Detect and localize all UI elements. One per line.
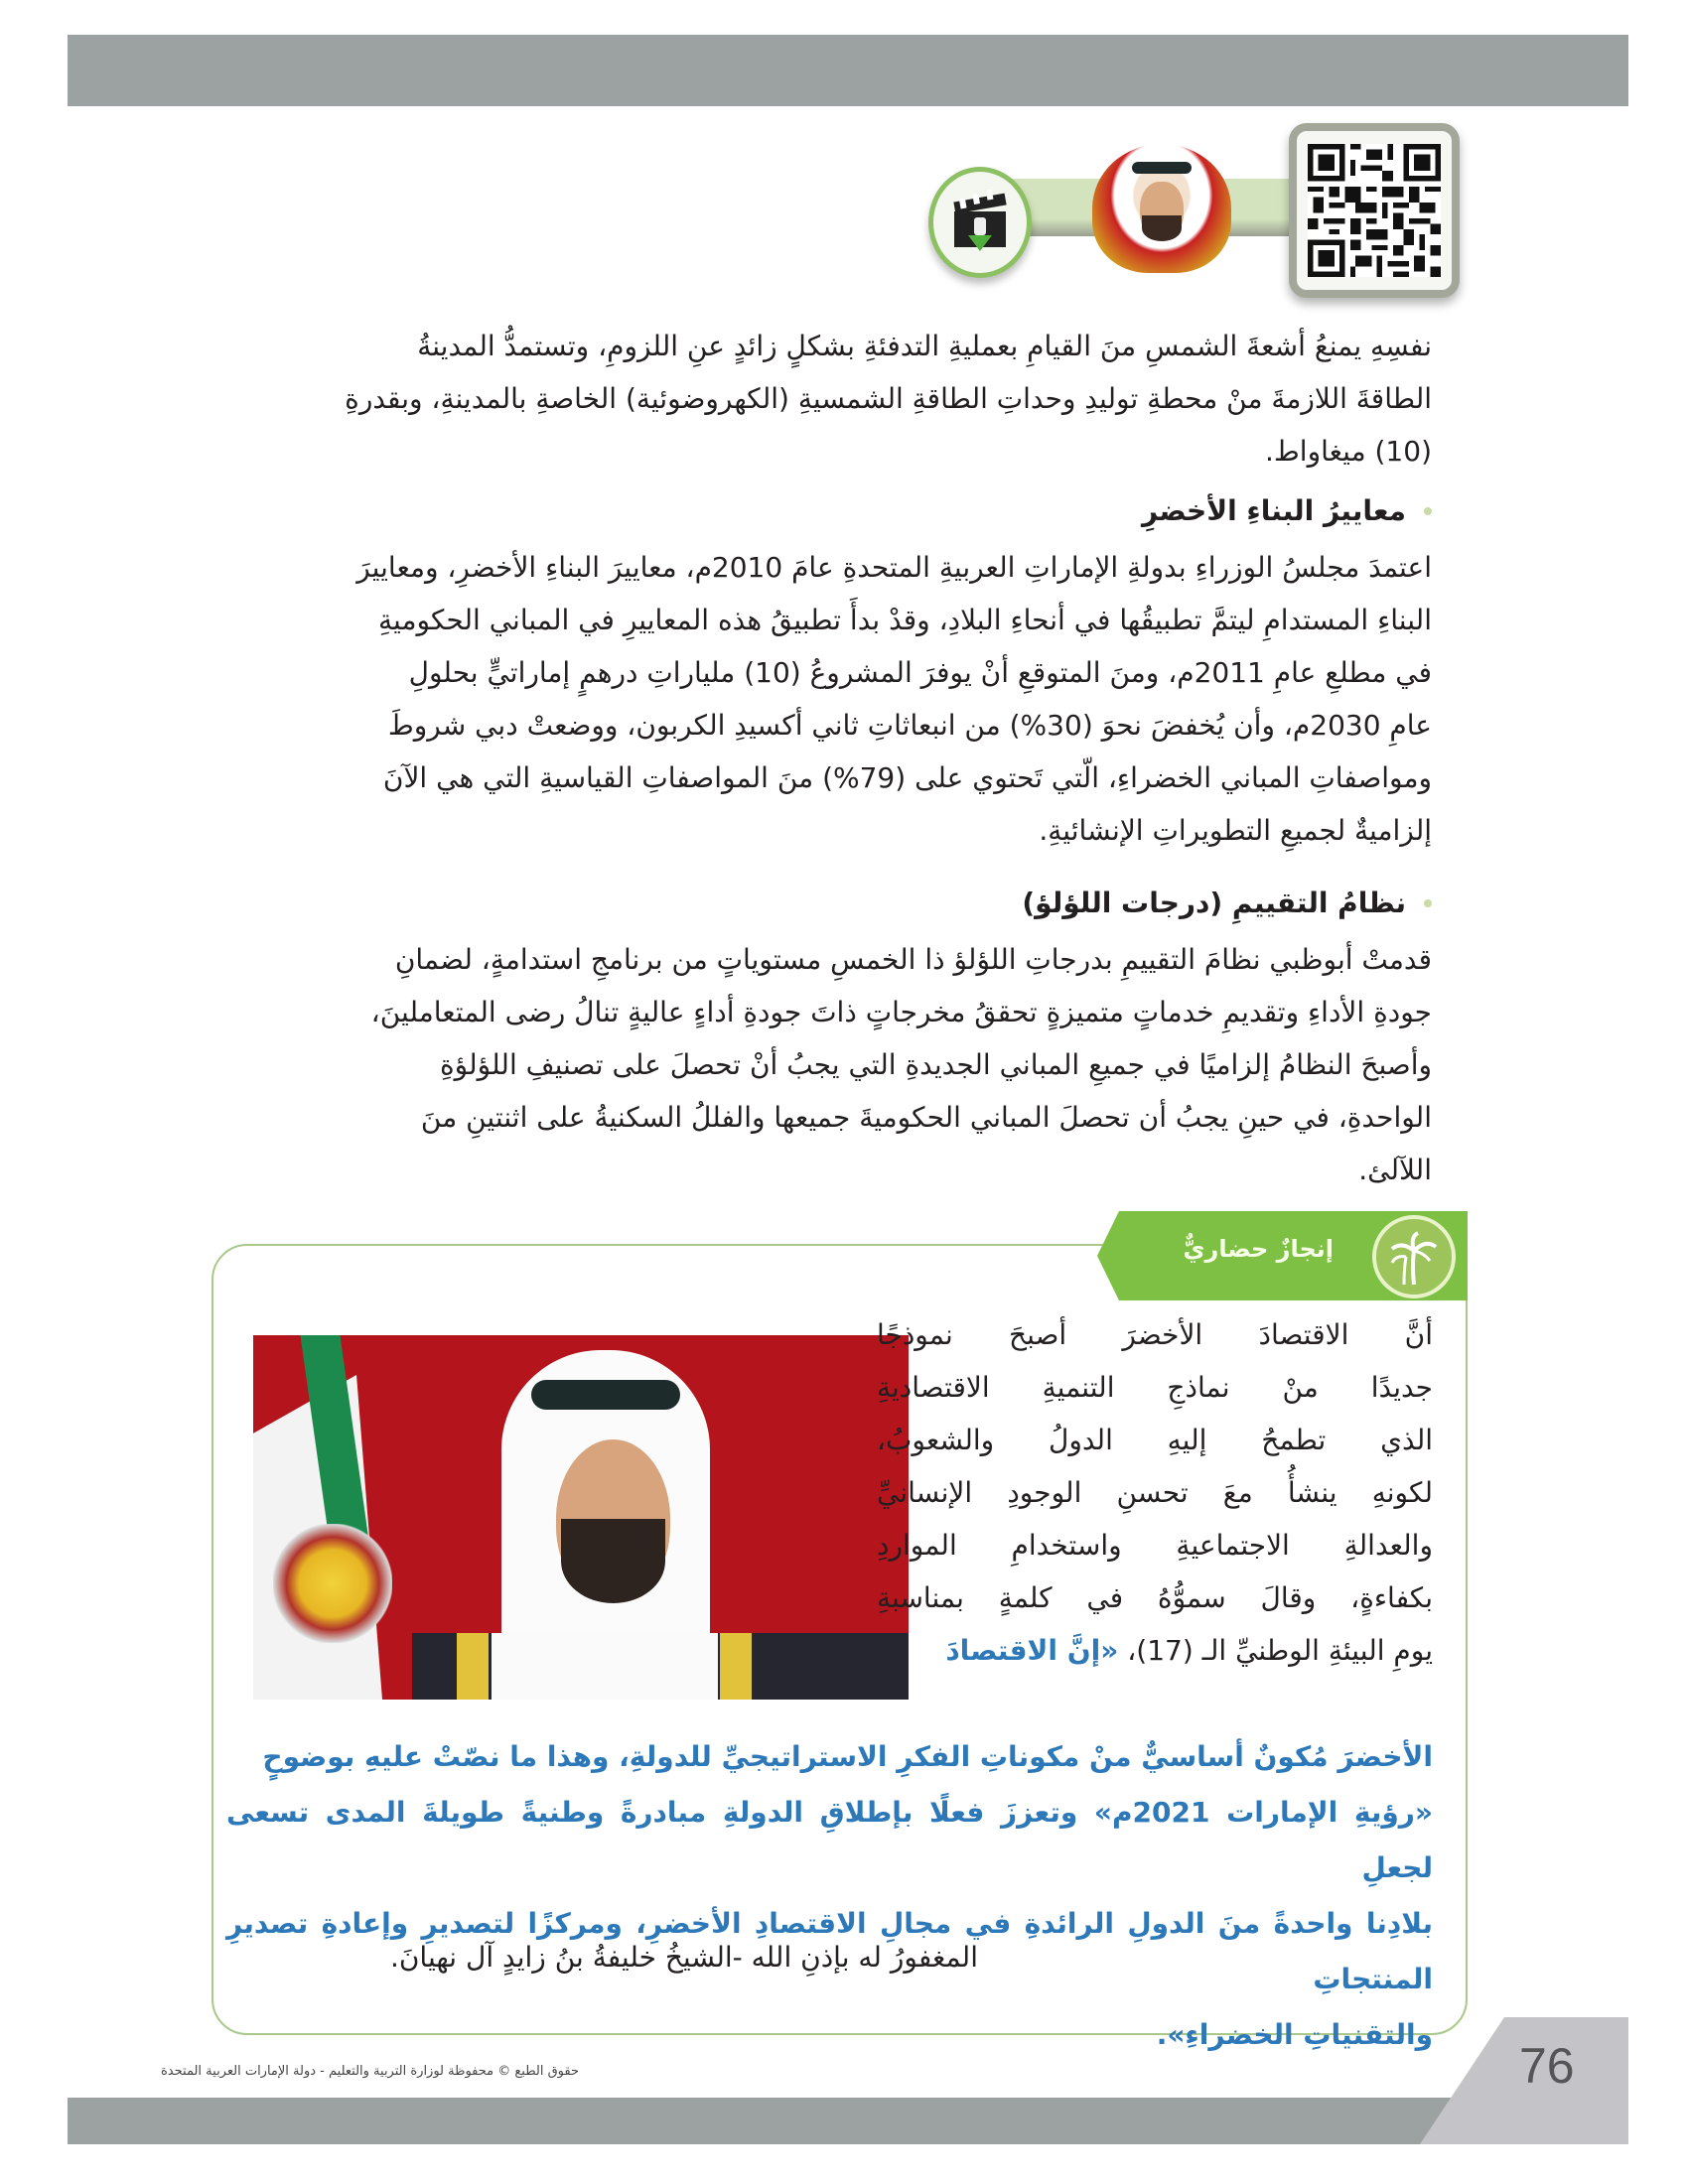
portrait-photo — [253, 1335, 909, 1700]
callout-text — [877, 1308, 1433, 1677]
section-heading-green-building — [1142, 494, 1432, 527]
beard — [561, 1519, 665, 1603]
text-line: وأصبحَ النظامُ إلزاميًا في جميعِ المباني الجديدةِ التي يجبُ أنْ تحصلَ على تصنيفِ اللؤلؤةِ — [440, 1048, 1432, 1081]
quote-signature: المغفورُ له بإذنِ الله -الشيخُ خليفةُ بنُ زايدٍ آل نهيانَ. — [389, 1941, 978, 1974]
text-line: جودةِ الأداءِ وتقديمِ خدماتٍ متميزةٍ تحققُ مخرجاتٍ ذاتَ جودةِ أداءٍ عاليةٍ تنالُ رضى المتعاملينَ، — [370, 996, 1432, 1028]
copyright-text: حقوق الطبع © محفوظة لوزارة التربية والتعليم - دولة الإمارات العربية المتحدة — [161, 2064, 580, 2079]
section-paragraph-pearl-rating — [230, 933, 1432, 1196]
page-number: 76 — [1519, 2038, 1575, 2094]
quote-start: «إنَّ الاقتصادَ — [945, 1634, 1119, 1667]
palm-tree-icon — [1384, 1227, 1444, 1287]
section-heading-text: نظامُ التقييمِ (درجات اللؤلؤ) — [1022, 887, 1406, 919]
robe-inner — [492, 1633, 718, 1700]
text-line: اعتمدَ مجلسُ الوزراءِ بدولةِ الإماراتِ العربيةِ المتحدةِ عامَ 2010م، معاييرَ البناءِ الأخضرِ، ومعاييرَ — [356, 551, 1432, 584]
portrait-beard — [1142, 215, 1182, 241]
text-plain: يومِ البيئةِ الوطنيِّ الـ (17)، — [1118, 1634, 1433, 1667]
section-paragraph-green-building — [230, 541, 1432, 857]
footer-bar — [68, 2098, 1477, 2144]
text-line: اللآلئ. — [1358, 1154, 1432, 1186]
callout-title: إنجازٌ حضاريٌّ — [1183, 1235, 1334, 1263]
text-line: قدمتْ أبوظبي نظامَ التقييمِ بدرجاتِ اللؤلؤ ذا الخمسِ مستوياتٍ من برنامجِ استدامةٍ، لضمانِ — [394, 943, 1432, 976]
text-line — [877, 1624, 1433, 1677]
text-line: إلزاميةٌ لجميعِ التطويراتِ الإنشائيةِ. — [1039, 814, 1432, 847]
quote-line: والتقنياتِ الخضراءِ». — [1156, 2018, 1433, 2051]
section-heading-text: معاييرُ البناءِ الأخضرِ — [1142, 494, 1406, 527]
text-line: عامِ 2030م، وأن يُخفضَ نحوَ (30%) من انبعاثاتِ ثاني أكسيدِ الكربون، ووضعتْ دبي شروطَ — [387, 709, 1432, 742]
text-line: لكونهِ ينشأُ معَ تحسنِ الوجودِ الإنسانيِّ — [877, 1476, 1433, 1509]
robe-trim-right — [720, 1633, 752, 1700]
qr-code[interactable] — [1289, 123, 1460, 298]
quote-line: الأخضرَ مُكونٌ أساسيٌّ منْ مكوناتِ الفكرِ الاستراتيجيِّ للدولةِ، وهذا ما نصّتْ عليهِ بوضوحٍ — [262, 1740, 1433, 1773]
text-line: الطاقةَ اللازمةَ منْ محطةِ توليدِ وحداتِ الطاقةِ الشمسيةِ (الكهروضوئية) الخاصةِ بالمدينةِ، وبقدرةِ — [345, 382, 1432, 415]
text-line: أنَّ الاقتصادَ الأخضرَ أصبحَ نموذجًا — [877, 1318, 1433, 1351]
quote-line: بلادِنا واحدةً منَ الدولِ الرائدةِ في مجالِ الاقتصادِ الأخضرِ، ومركزًا لتصديرِ وإعادةِ تصديرِ المنتجاتِ — [226, 1907, 1433, 1995]
quote-block — [226, 1729, 1433, 2063]
agal — [531, 1380, 680, 1410]
header-bar — [68, 35, 1628, 106]
text-line: في مطلعِ عامِ 2011م، ومنَ المتوقعِ أنْ يوفرَ المشروعُ (10) ملياراتِ درهمٍ إماراتيٍّ بحلولِ — [408, 656, 1432, 689]
portrait-thumbnail — [1092, 144, 1231, 273]
text-line: الواحدةِ، في حينِ يجبُ أن تحصلَ المباني الحكوميةَ جميعها والفللُ السكنيةُ على اثنتينِ منَ — [420, 1101, 1432, 1134]
section-heading-pearl-rating — [1022, 887, 1432, 919]
text-line: البناءِ المستدامِ ليتمَّ تطبيقُها في أنحاءِ البلادِ، وقدْ بدأَ تطبيقُ هذه المعاييرِ في المباني الحكوميةِ — [378, 604, 1432, 636]
callout-banner — [1097, 1211, 1468, 1300]
text-line: والعدالةِ الاجتماعيةِ واستخدامِ المواردِ — [877, 1529, 1433, 1562]
portrait-agal — [1132, 162, 1192, 174]
quote-line: «رؤيةِ الإمارات 2021م» وتعززَ فعلًا بإطلاقِ الدولةِ مبادرةً وطنيةً طويلةَ المدى تسعى لجعلِ — [226, 1796, 1433, 1884]
text-line: جديدًا منْ نماذجِ التنميةِ الاقتصاديةِ — [877, 1371, 1433, 1404]
video-clapperboard-icon — [950, 188, 1010, 257]
text-line: ومواصفاتِ المباني الخضراءِ، الّتي تَحتوي على (79%) منَ المواصفاتِ القياسيةِ التي هي الآنَ — [382, 761, 1432, 794]
text-line: (10) ميغاواط. — [1265, 435, 1432, 468]
intro-paragraph — [230, 320, 1432, 478]
emblem-icon — [273, 1524, 392, 1643]
video-button[interactable] — [928, 167, 1032, 278]
text-line: نفسِهِ يمنعُ أشعةَ الشمسِ منَ القيامِ بعمليةِ التدفئةِ بشكلٍ زائدٍ عنِ اللزومِ، وتستمدُّ المدينةُ — [417, 330, 1432, 362]
text-line: بكفاءةٍ، وقالَ سموُّهُ في كلمةٍ بمناسبةِ — [877, 1581, 1433, 1614]
qr-code-icon — [1308, 142, 1441, 279]
palm-badge — [1372, 1215, 1456, 1298]
bullet-icon — [1424, 899, 1432, 907]
text-line: الذي تطمحُ إليهِ الدولُ والشعوبُ، — [877, 1424, 1433, 1456]
robe-trim-left — [457, 1633, 489, 1700]
bullet-icon — [1424, 507, 1432, 515]
